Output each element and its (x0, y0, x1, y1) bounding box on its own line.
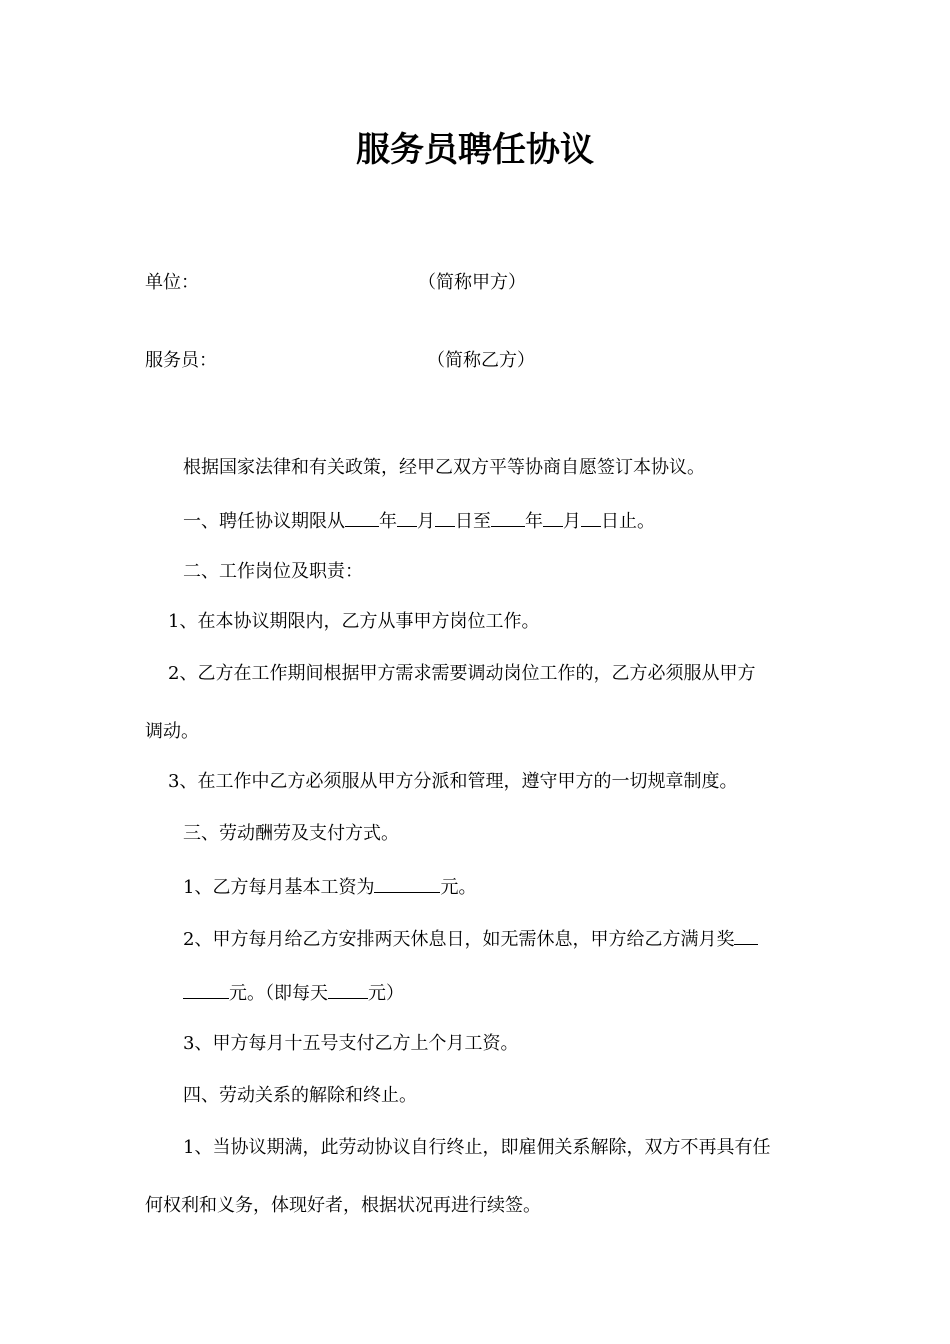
document-title: 服务员聘任协议 (356, 130, 594, 170)
end-month-blank (543, 508, 563, 527)
party-b-label: 服务员： (145, 350, 217, 371)
section3-item2-line2 (183, 980, 404, 1006)
term-month2: 月 (563, 511, 581, 532)
term-day2: 日止。 (601, 511, 655, 532)
end-day-blank (581, 508, 601, 527)
bonus-blank-end (183, 980, 229, 999)
section4-heading: 四、劳动关系的解除和终止。 (183, 1085, 417, 1106)
term-day1: 日至 (455, 511, 491, 532)
term-month1: 月 (417, 511, 435, 532)
section3-item3: 3、甲方每月十五号支付乙方上个月工资。 (183, 1033, 519, 1054)
salary-blank (374, 874, 440, 893)
bonus-mid: 元。（即每天 (229, 983, 328, 1004)
party-a-label: 单位： (145, 272, 199, 293)
bonus-text: 2、甲方每月给乙方安排两天休息日，如无需休息，甲方给乙方满月奖 (183, 929, 735, 950)
section3-heading: 三、劳动酬劳及支付方式。 (183, 823, 399, 844)
term-clause (183, 508, 655, 534)
party-a-alias: （简称甲方） (418, 272, 526, 293)
bonus-end: 元） (368, 983, 404, 1004)
section2-item2-line1: 2、乙方在工作期间根据甲方需求需要调动岗位工作的，乙方必须服从甲方 (168, 663, 756, 684)
term-prefix: 一、聘任协议期限从 (183, 511, 345, 532)
section4-item1-line1: 1、当协议期满，此劳动协议自行终止，即雇佣关系解除，双方不再具有任 (183, 1137, 771, 1158)
bonus-blank-start (734, 926, 758, 945)
term-year1: 年 (379, 511, 397, 532)
section2-heading: 二、工作岗位及职责： (183, 561, 363, 582)
start-month-blank (397, 508, 417, 527)
section3-item1 (183, 874, 476, 900)
start-day-blank (435, 508, 455, 527)
section2-item2-line2: 调动。 (145, 721, 199, 742)
section3-item2-line1 (183, 926, 758, 952)
end-year-blank (491, 508, 525, 527)
section2-item3: 3、在工作中乙方必须服从甲方分派和管理，遵守甲方的一切规章制度。 (168, 771, 738, 792)
party-b-alias: （简称乙方） (427, 350, 535, 371)
section2-item1: 1、在本协议期限内，乙方从事甲方岗位工作。 (168, 611, 540, 632)
section4-item1-line2: 何权利和义务，体现好者，根据状况再进行续签。 (145, 1195, 541, 1216)
start-year-blank (345, 508, 379, 527)
salary-suffix: 元。 (440, 877, 477, 898)
daily-blank (328, 980, 368, 999)
term-year2: 年 (525, 511, 543, 532)
salary-prefix: 1、乙方每月基本工资为 (183, 877, 375, 898)
intro-paragraph: 根据国家法律和有关政策，经甲乙双方平等协商自愿签订本协议。 (183, 457, 705, 478)
